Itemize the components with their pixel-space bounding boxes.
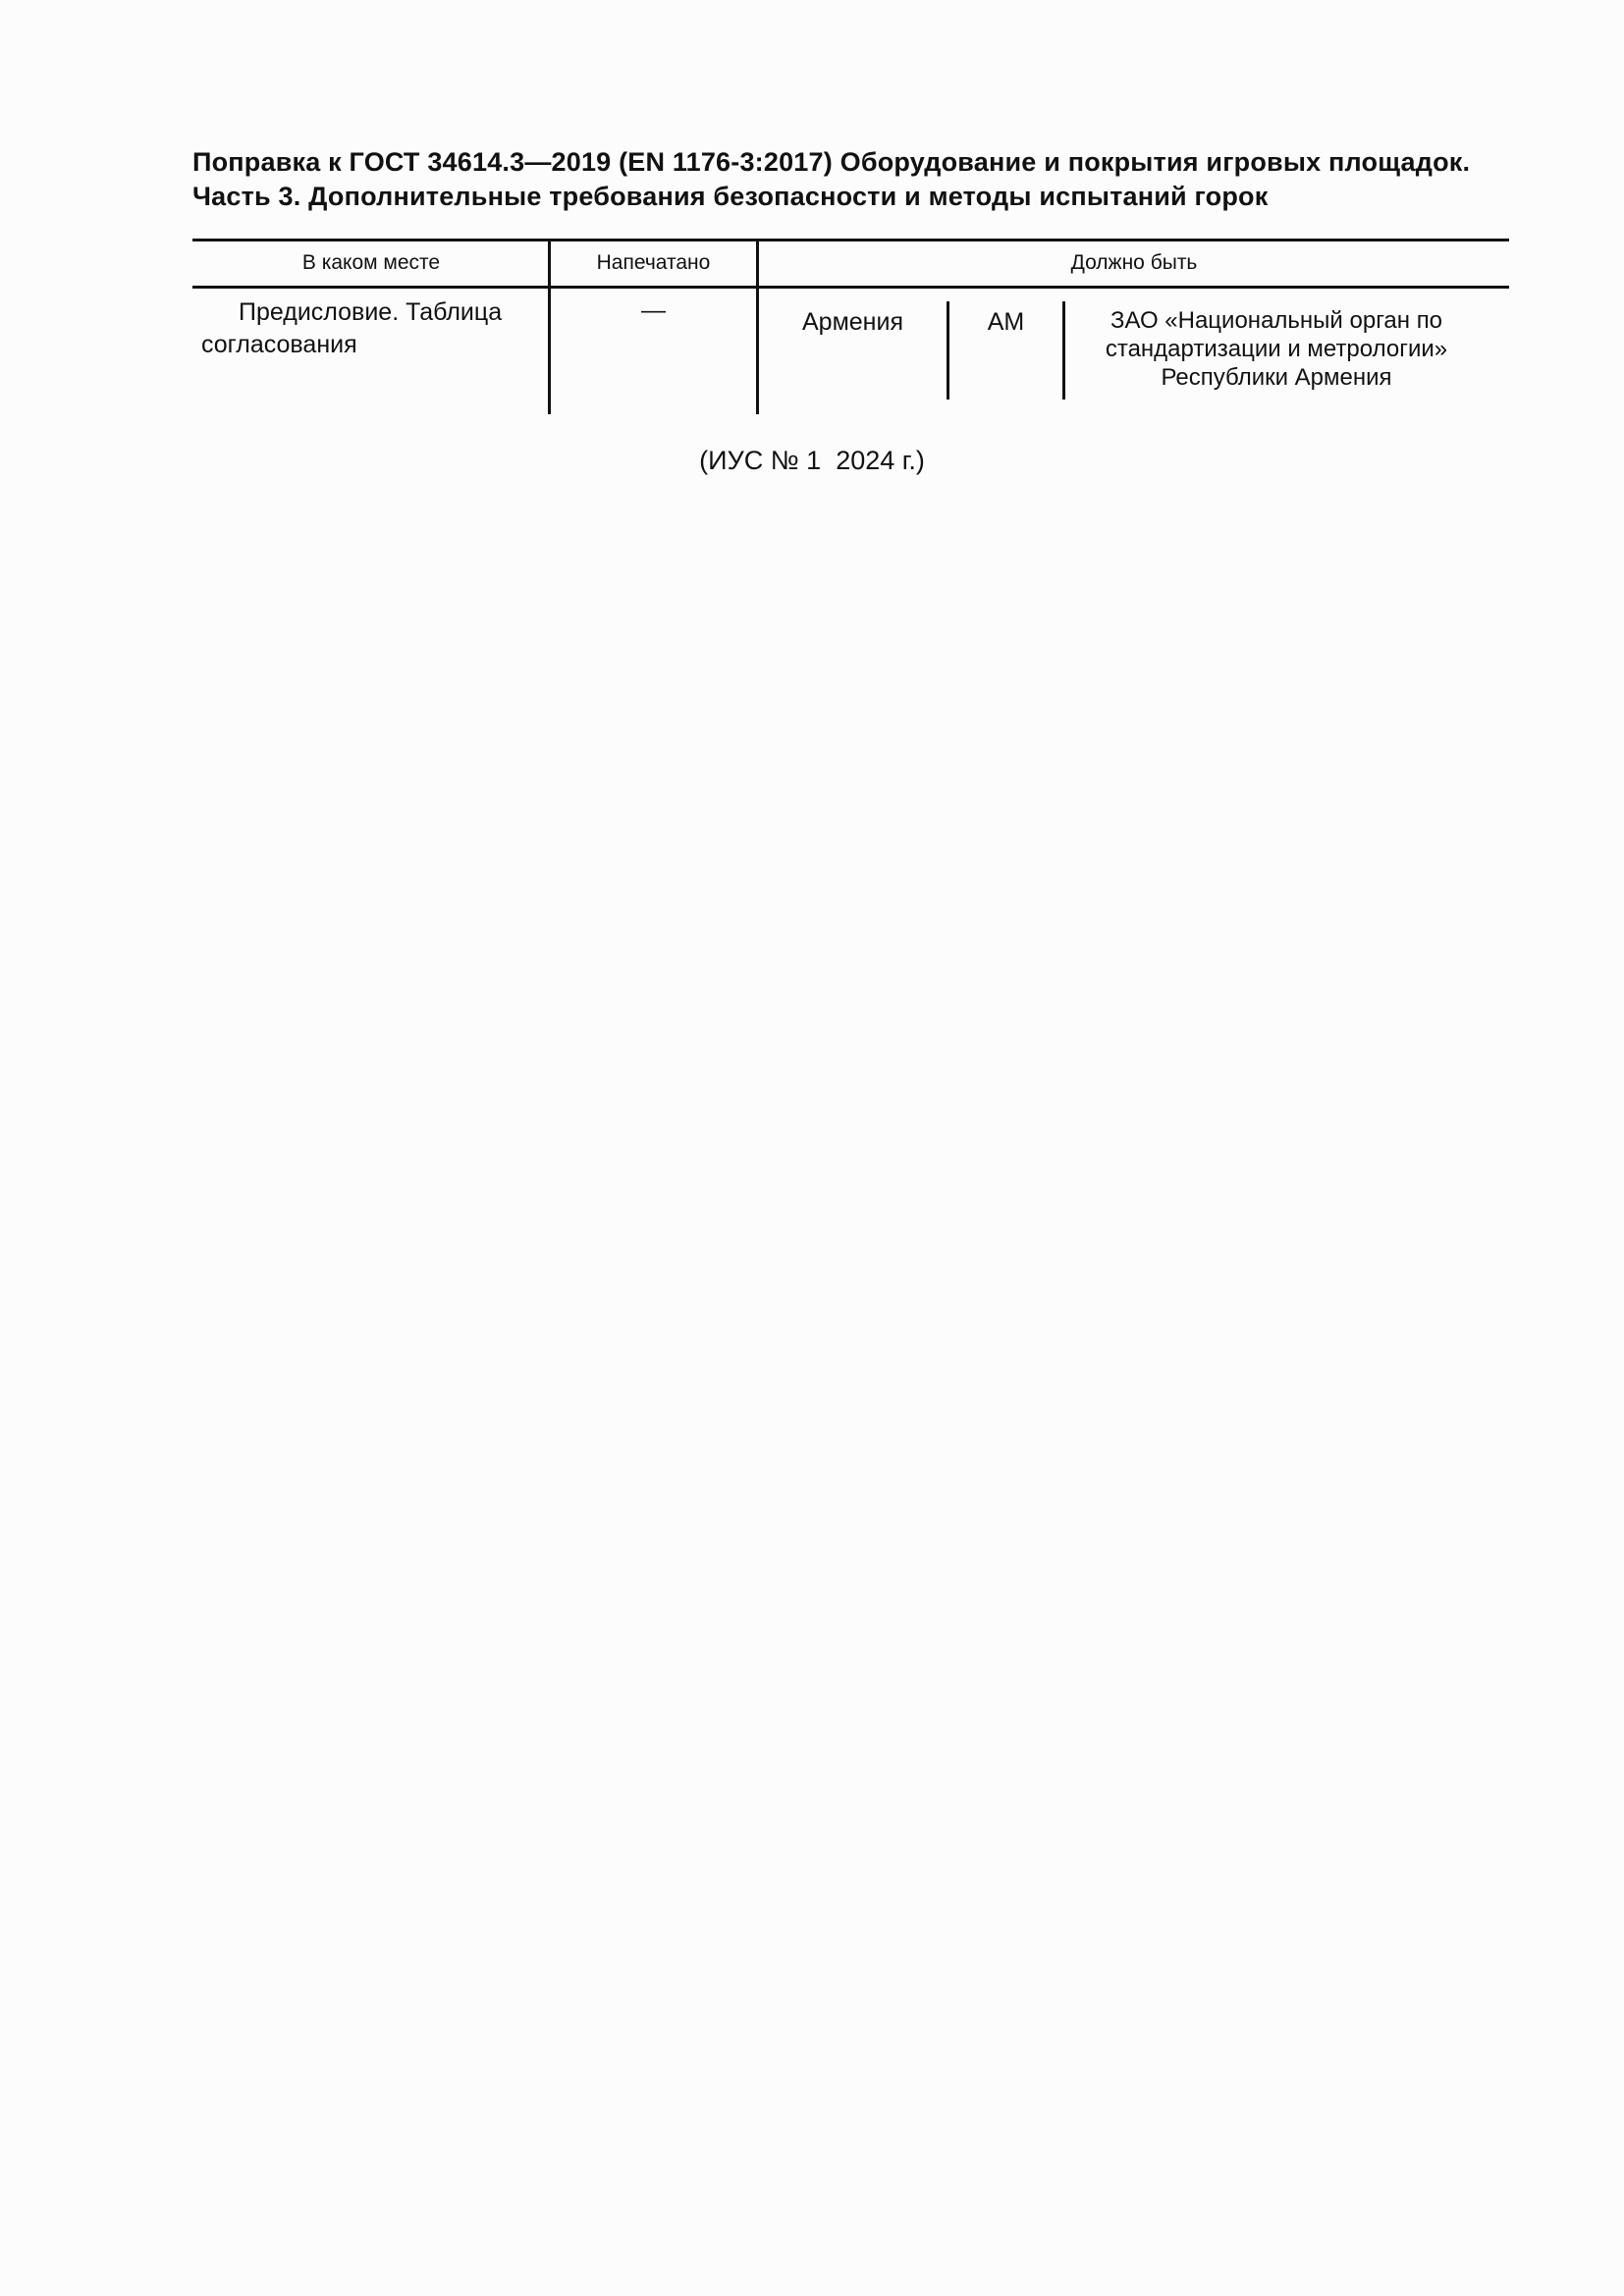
row-printed: — [641,296,666,324]
row-organization [1065,306,1488,392]
header-where: В каком месте [301,251,441,274]
header-printed: Напечатано [596,251,711,274]
row-country: Армения [802,308,903,336]
document-title [192,145,1508,214]
title-line-2: Часть 3. Дополнительные требования безопасности и методы испытаний горок [192,182,1269,211]
org-line-2: стандартизации и метрологии» [1105,336,1448,362]
table-header-rule [192,286,1509,289]
table-top-rule [192,239,1509,241]
ius-reference: (ИУС № 1 2024 г.) [699,446,925,475]
org-line-1: ЗАО «Национальный орган по [1110,307,1443,334]
title-line-1: Поправка к ГОСТ 34614.3—2019 (EN 1176-3:2017) Оборудование и покрытия игровых площадок. [192,147,1471,177]
row-where-line-2: согласования [201,331,357,358]
row-where-line-1: Предисловие. Таблица [239,298,503,326]
row-where [201,296,540,361]
header-should-be: Должно быть [1070,251,1198,274]
org-line-3: Республики Армения [1161,364,1392,391]
row-code: AM [987,308,1025,336]
